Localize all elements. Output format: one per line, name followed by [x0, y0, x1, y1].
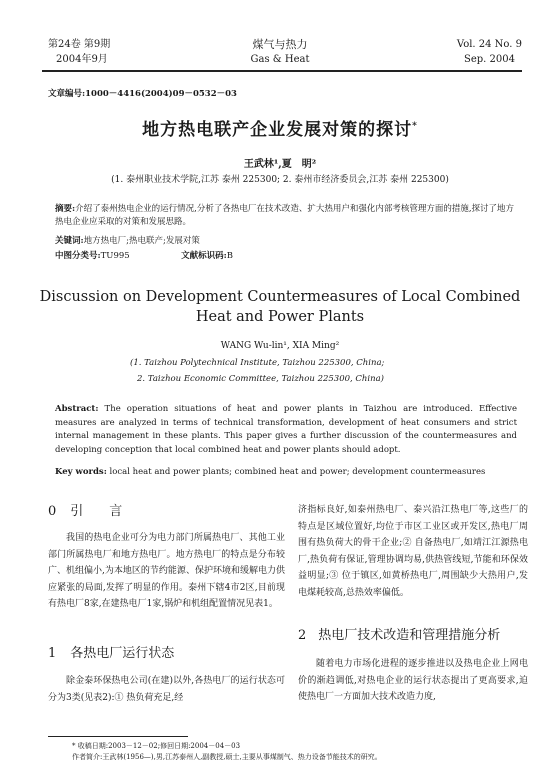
affiliation-en-1 — [130, 356, 470, 370]
article-number: 文章编号:1000－4416(2004)09－0532－03 — [48, 89, 237, 99]
document-code-label: 文献标识码: — [181, 251, 227, 261]
document-code: B — [226, 251, 233, 261]
affiliations-cn: (1. 泰州职业技术学院,江苏 泰州 225300; 2. 泰州市经济委员会,江苏 泰州 225300) — [111, 175, 449, 185]
section-1-number: 1 — [48, 646, 57, 661]
volume-issue-cn: 第24卷 第9期 — [48, 39, 111, 50]
journal-name-en: Gas & Heat — [250, 54, 310, 65]
keywords-cn-text: 地方热电厂;热电联产;发展对策 — [83, 236, 200, 246]
title-cn-text: 地方热电联产企业发展对策的探讨 — [142, 120, 413, 140]
abstract-cn-label: 摘要: — [55, 204, 76, 214]
keywords-cn-label: 关键词: — [55, 236, 84, 246]
date-en: Sep. 2004 — [464, 54, 515, 65]
keywords-en-label: Key words: — [55, 467, 107, 477]
affiliation-en-2 — [137, 372, 477, 386]
authors-en: WANG Wu-lin¹, XIA Ming² — [220, 341, 340, 351]
right-column-paragraph: 济指标良好,如泰州热电厂、泰兴沿江热电厂等,这些厂的特点是区域位置好,均位于市区工业区或开发区,热电厂周围有热负荷大的骨干企业;② 自备热电厂,如靖江江源热电厂,热负荷有保证,管理协调均易,供热管线短,节能和环保效益明显;③ 位于镇区,如黄桥热电厂,周围缺少大热用户,发电煤耗较高,总热效率偏低。 — [298, 505, 528, 598]
section-2-title: 热电厂技术改造和管理措施分析 — [318, 628, 501, 643]
affiliation-en-2-text: 2. Taizhou Economic Committee, Taizhou 225300, China) — [137, 374, 384, 384]
footnote-rule — [48, 736, 188, 737]
journal-name-cn: 煤气与热力 — [252, 38, 308, 51]
title-en-line-2: Heat and Power Plants — [195, 309, 365, 325]
footnote-dates: * 收稿日期:2003－12－02;修回日期:2004－04－03 — [72, 742, 241, 750]
classification-label: 中图分类号: — [55, 251, 101, 261]
section-0-heading — [48, 500, 122, 519]
classification-code: TU995 — [100, 251, 130, 261]
keywords-en — [55, 466, 517, 480]
keywords-en-text: local heat and power plants; combined heat and power; development countermeasures — [109, 467, 486, 477]
affiliation-en-1-text: (1. Taizhou Polytechnical Institute, Taizhou 225300, China; — [130, 358, 385, 368]
date-cn: 2004年9月 — [56, 54, 108, 65]
section-0-paragraph: 我国的热电企业可分为电力部门所属热电厂、其他工业部门所属热电厂和地方热电厂。地方热电厂的特点是分布较广、机组偏小,为本地区的节约能源、保护环境和缓解电力供应紧张的局面,发挥了明显的作用。泰州下辖4市2区,目前现有热电厂8家,在建热电厂1家,锅炉和机组配置情况见表1。 — [48, 533, 285, 609]
title-en-line-1: Discussion on Development Countermeasures of Local Combined — [39, 289, 521, 305]
abstract-cn — [55, 203, 517, 229]
abstract-en-label: Abstract: — [55, 404, 99, 414]
title-cn — [0, 115, 560, 140]
title-footnote-mark: * — [412, 121, 418, 132]
volume-issue-en: Vol. 24 No. 9 — [456, 39, 522, 50]
keywords-cn — [55, 235, 517, 248]
section-1-paragraph: 除金泰环保热电公司(在建)以外,各热电厂的运行状态可分为3类(见表2):① 热负荷充足,经 — [48, 676, 285, 703]
classification-line — [55, 250, 517, 263]
authors-cn: 王武林¹,夏 明² — [243, 159, 317, 170]
section-0-number: 0 — [48, 504, 57, 519]
abstract-en-text: The operation situations of heat and power plants in Taizhou are introduced. Effective measures are analyzed in terms of technical transformation, development of heat consumers and strict internal management in these plants. This paper gives a further discussion of the countermeasures and developing conception that local combined heat and power plants should adopt. — [55, 404, 517, 455]
section-1-heading — [48, 642, 174, 661]
header-rule — [42, 70, 522, 72]
section-1-title: 各热电厂运行状态 — [70, 646, 175, 661]
footnote-author-bio: 作者简介:王武林(1956—),男,江苏泰州人,副教授,硕士,主要从事煤制气、热力设备节能技术的研究。 — [72, 753, 382, 761]
section-0-title: 引 言 — [70, 504, 123, 519]
abstract-cn-text: 介绍了泰州热电企业的运行情况,分析了各热电厂在技术改造、扩大热用户和强化内部考核管理方面的措施,探讨了地方热电企业应采取的对策和发展思路。 — [55, 204, 515, 227]
section-2-number: 2 — [298, 628, 307, 643]
section-2-paragraph: 随着电力市场化进程的逐步推进以及热电企业上网电价的渐趋调低,对热电企业的运行状态提出了更高要求,迫使热电厂一方面加大技术改造力度, — [298, 659, 528, 702]
section-2-heading — [298, 624, 500, 643]
abstract-en — [55, 403, 517, 457]
